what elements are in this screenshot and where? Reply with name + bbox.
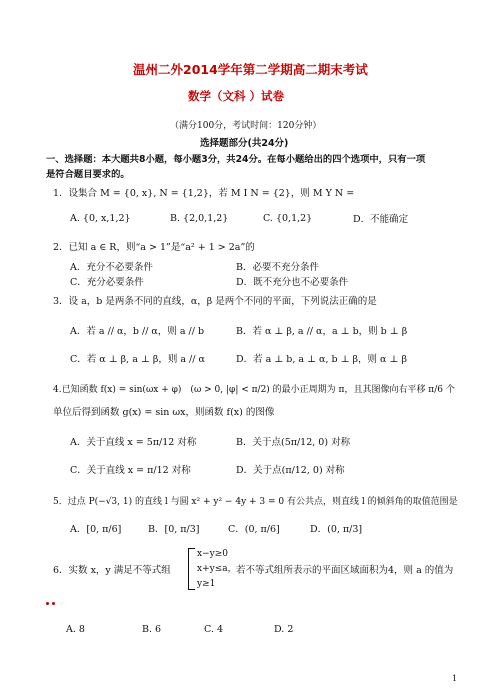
instructions-line2: 是符合题目要求的。 <box>46 169 130 180</box>
question-1-option-a: A. {0, x,1,2} <box>70 213 131 224</box>
question-5-option-b: B．[0, π/3] <box>148 524 200 535</box>
question-6-stem-suffix: 若不等式组所表示的平面区域面积为4，则 a 的值为 <box>236 565 454 576</box>
exam-title: 温州二外2014学年第二学期高二期末考试 <box>133 62 368 77</box>
question-4-stem-line1: 4.已知函数 f(x) = sin(ωx + φ) (ω > 0, |φ| < π/2) 的最小正周期为 π，且其图像向右平移 π/6 个 <box>53 385 455 395</box>
question-2-stem: 2．已知 a ∈ R，则“a > 1”是“a² + 1 > 2a”的 <box>53 242 255 253</box>
exam-subtitle: 数学（文科 ）试卷 <box>188 89 285 103</box>
question-5-option-c: C．(0, π/6] <box>228 524 280 535</box>
red-dot-mark <box>46 602 49 605</box>
question-3-option-a: A．若 a // α，b // α，则 a // b <box>70 326 205 337</box>
question-4-option-a: A．关于直线 x = 5π/12 对称 <box>70 437 197 448</box>
question-3-stem: 3．设 a，b 是两条不同的直线，α，β 是两个不同的平面，下列说法正确的是 <box>53 296 377 307</box>
question-3-option-d: D．若 a ⊥ b, a ⊥ α, b ⊥ β，则 α ⊥ β <box>236 354 407 365</box>
question-6-stem-prefix: 6．实数 x，y 满足不等式组 <box>53 565 171 576</box>
section-heading: 选择题部分(共24分) <box>200 138 289 149</box>
question-6-option-d: D. 2 <box>274 624 294 635</box>
question-4-option-b: B．关于点(5π/12, 0) 对称 <box>236 437 351 448</box>
red-dot-mark-2 <box>52 602 55 605</box>
system-line-1: x−y≥0 <box>197 549 228 559</box>
question-1-option-d: D．不能确定 <box>353 214 409 225</box>
question-6-option-b: B. 6 <box>142 624 162 635</box>
question-2-option-d: D．既不充分也不必要条件 <box>236 277 349 288</box>
question-5-option-d: D．(0, π/3] <box>310 524 363 535</box>
question-6-option-c: C. 4 <box>204 624 224 635</box>
question-5-stem: 5．过点 P(−√3, 1) 的直线 l 与圆 x² + y² − 4y + 3 = 0 有公共点，则直线 l 的倾斜角的取值范围是 <box>53 497 458 507</box>
question-3-option-c: C．若 α ⊥ β, a ⊥ β，则 a // α <box>70 354 205 365</box>
question-5-option-a: A．[0, π/6] <box>70 524 122 535</box>
question-4-stem-line2: 单位后得到函数 g(x) = sin ωx，则函数 f(x) 的图像 <box>53 407 275 418</box>
system-line-2: x+y≤a， <box>197 564 237 574</box>
question-1-option-c: C. {0,1,2} <box>263 213 313 224</box>
question-6-option-a: A. 8 <box>66 624 85 635</box>
system-line-3: y≥1 <box>197 579 216 589</box>
question-1-option-b: B. {2,0,1,2} <box>170 213 229 224</box>
question-1-stem: 1．设集合 M = {0, x}, N = {1,2}，若 M I N = {2}，则 M Y N = <box>53 188 355 199</box>
question-3-option-b: B．若 α ⊥ β, a // α，a ⊥ b，则 b ⊥ β <box>236 326 408 337</box>
instructions-line1: 一、选择题：本大题共8小题，每小题3分，共24分。在每小题给出的四个选项中，只有一项 <box>46 154 426 165</box>
exam-info: （满分100分，考试时间：120分钟） <box>170 121 322 131</box>
question-4-option-d: D．关于点(π/12, 0) 对称 <box>236 465 345 476</box>
question-2-option-b: B．必要不充分条件 <box>236 262 319 273</box>
question-2-option-c: C．充分必要条件 <box>70 277 144 288</box>
question-2-option-a: A．充分不必要条件 <box>70 262 153 273</box>
system-brace <box>188 548 195 590</box>
question-4-option-c: C．关于直线 x = π/12 对称 <box>70 465 191 476</box>
page-number: 1 <box>452 674 458 683</box>
